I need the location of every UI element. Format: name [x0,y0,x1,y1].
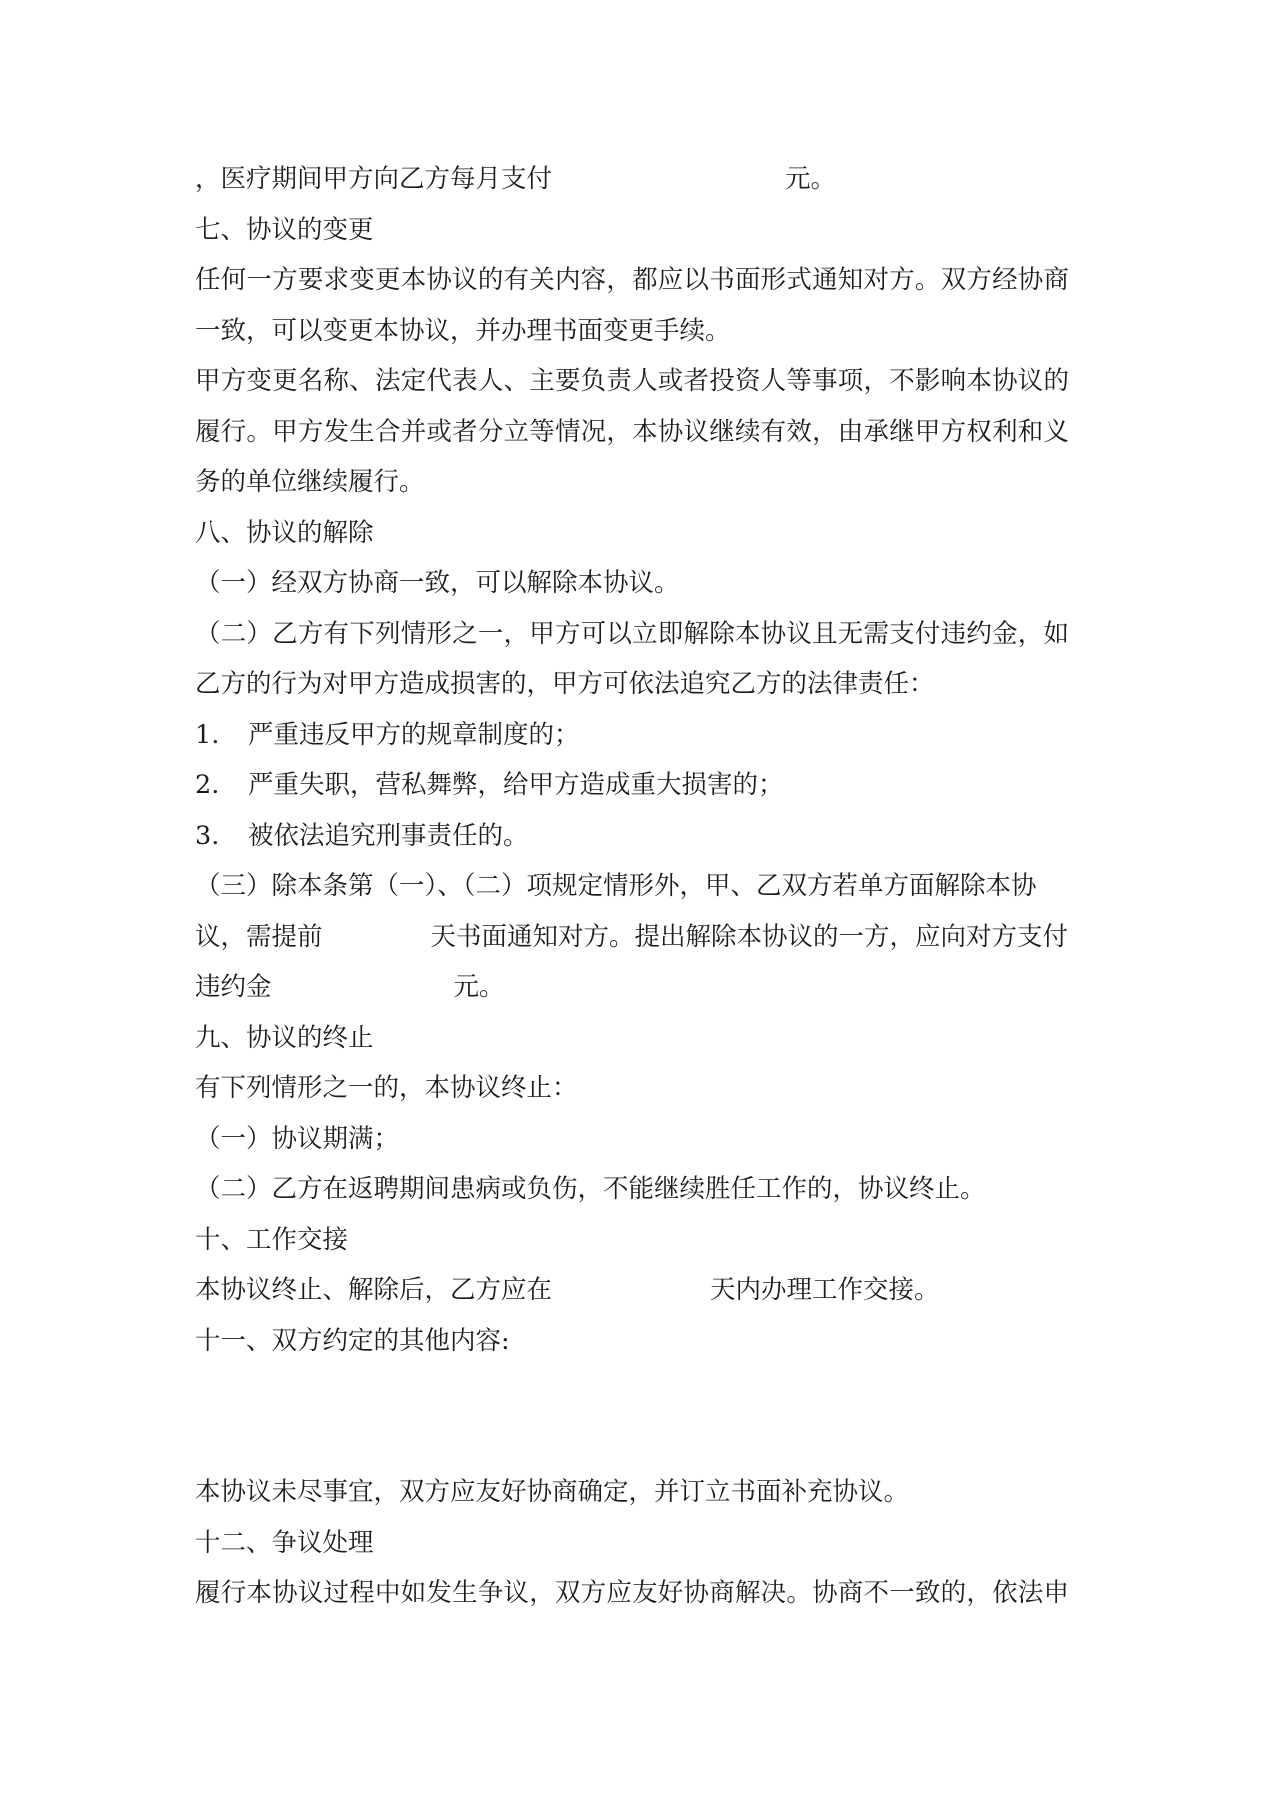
paragraph-line: 本协议未尽事宜，双方应友好协商确定，并订立书面补充协议。 [195,1477,910,1507]
text-before: 议，需提前 [195,921,323,952]
paragraph-line: 一致，可以变更本协议，并办理书面变更手续。 [195,315,731,346]
list-text: 严重违反甲方的规章制度的； [248,719,580,750]
list-text: 被依法追究刑事责任的。 [248,820,529,851]
text: 本协议终止、解除后，乙方应在 [195,1275,553,1305]
paragraph-line: （一）经双方协商一致，可以解除本协议。 [195,568,680,598]
section-heading: 十二、争议处理 [195,1527,374,1558]
text [195,912,1068,963]
blank-space [195,1366,1069,1417]
list-item [195,811,1069,862]
section-heading: 十一、双方约定的其他内容: [195,1325,510,1356]
paragraph-line: （二）乙方在返聘期间患病或负伤，不能继续胜任工作的，协议终止。 [195,1174,986,1204]
document-page [195,154,1069,1619]
list-text: 严重失职，营私舞弊，给甲方造成重大损害的； [248,770,784,800]
paragraph-line: 履行本协议过程中如发生争议，双方应友好协商解决。协商不一致的，依法申 [195,1578,1069,1608]
paragraph-line: 甲方变更名称、法定代表人、主要负责人或者投资人等事项，不影响本协议的 [195,366,1069,396]
list-number: 2. [195,770,220,800]
paragraph-line: 乙方的行为对甲方造成损害的，甲方可依法追究乙方的法律责任： [195,669,935,699]
paragraph-line [195,1265,1069,1316]
list-number: 3. [195,820,220,851]
paragraph-line [195,154,1069,205]
paragraph-line: （三）除本条第（一）、（二）项规定情形外，甲、乙双方若单方面解除本协 [195,871,1037,901]
text: 元。 [453,972,505,1002]
list-number: 1. [195,719,220,750]
paragraph-line: （一）协议期满； [195,1123,400,1154]
paragraph-line: 履行。甲方发生合并或者分立等情况，本协议继续有效，由承继甲方权利和义 [195,416,1069,447]
section-heading: 九、协议的终止 [195,1022,374,1053]
text: 天内办理工作交接。 [710,1275,940,1305]
section-heading: 八、协议的解除 [195,517,374,548]
text-after: 天书面通知对方。提出解除本协议的一方，应向对方支付 [430,921,1069,952]
paragraph-line [195,912,1069,963]
text: 违约金 [195,972,272,1002]
paragraph-line: 务的单位继续履行。 [195,467,425,497]
list-item [195,760,1069,811]
section-heading: 七、协议的变更 [195,214,374,245]
paragraph-line: 有下列情形之一的，本协议终止： [195,1073,578,1103]
text: ，医疗期间甲方向乙方每月支付 [195,164,553,194]
section-heading: 十、工作交接 [195,1224,349,1255]
text: 元。 [785,164,837,194]
paragraph-line: （二）乙方有下列情形之一，甲方可以立即解除本协议且无需支付违约金，如 [195,618,1069,649]
list-item [195,710,1069,761]
paragraph-line: 任何一方要求变更本协议的有关内容，都应以书面形式通知对方。双方经协商 [195,265,1069,295]
blank-space [195,1417,1069,1468]
paragraph-line [195,962,1069,1013]
